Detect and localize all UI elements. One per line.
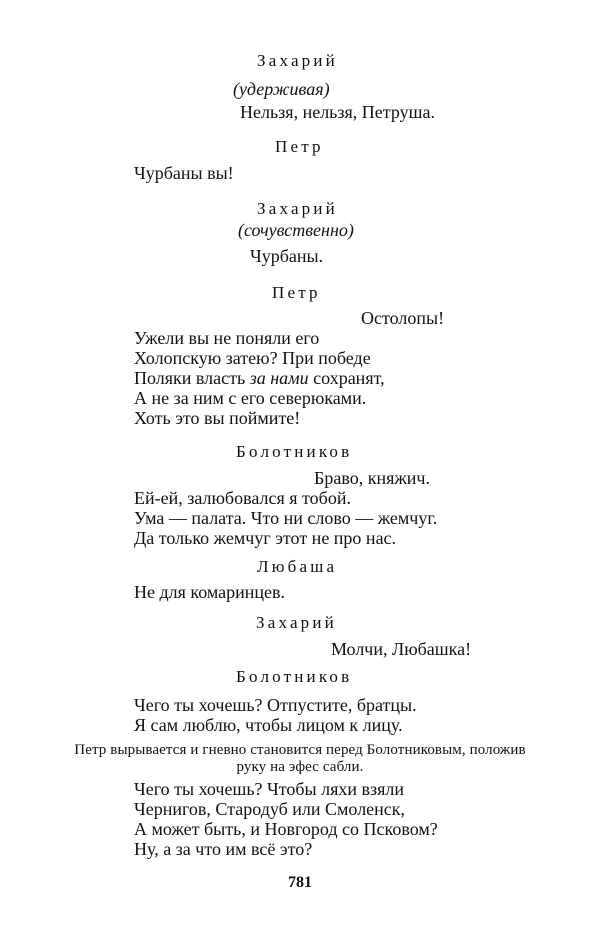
verse-text: сохранят,	[308, 368, 385, 388]
verse-line: Ума — палата. Что ни слово — жемчуг.	[134, 508, 438, 528]
verse-line: Ей-ей, залюбовался я тобой.	[134, 488, 351, 508]
speaker-bolotnikov: Болотников	[236, 442, 353, 461]
verse-line: А может быть, и Новгород со Псковом?	[134, 819, 438, 839]
verse-line: Остолопы!	[361, 308, 445, 328]
verse-line: Браво, княжич.	[314, 468, 430, 488]
stage-direction-inline: (сочувственно)	[238, 220, 354, 240]
verse-line: Молчи, Любашка!	[331, 639, 472, 659]
speaker-petr: Петр	[272, 283, 321, 302]
verse-line: Чего ты хочешь? Отпустите, братцы.	[134, 695, 417, 715]
verse-line: Не для комаринцев.	[134, 582, 286, 602]
verse-line: Чернигов, Стародуб или Смоленск,	[134, 799, 406, 819]
stage-direction-inline: (удерживая)	[233, 79, 330, 99]
verse-line: Ужели вы не поняли его	[134, 328, 320, 348]
verse-line: Хоть это вы поймите!	[134, 408, 301, 428]
verse-line: Чурбаны вы!	[134, 163, 234, 183]
verse-line: Да только жемчуг этот не про нас.	[134, 528, 397, 548]
verse-line-with-emphasis	[134, 369, 385, 387]
verse-line: А не за ним с его северюками.	[134, 388, 367, 408]
emphasized-text: за нами	[249, 368, 309, 388]
verse-line: Чурбаны.	[250, 246, 324, 266]
stage-direction: руку на эфес сабли.	[236, 759, 364, 775]
speaker-zakhariy: Захарий	[257, 51, 338, 70]
verse-line: Холопскую затею? При победе	[134, 348, 371, 368]
verse-line: Ну, а за что им всё это?	[134, 839, 313, 859]
speaker-zakhariy: Захарий	[256, 613, 337, 632]
speaker-lyubasha: Любаша	[257, 557, 338, 576]
verse-line: Я сам люблю, чтобы лицом к лицу.	[134, 715, 403, 735]
speaker-bolotnikov: Болотников	[236, 667, 353, 686]
verse-line: Нельзя, нельзя, Петруша.	[240, 102, 435, 122]
speaker-zakhariy: Захарий	[257, 199, 338, 218]
verse-text: Поляки власть	[134, 368, 250, 388]
speaker-petr: Петр	[275, 137, 324, 156]
stage-direction: Петр вырывается и гневно становится перед Болотниковым, положив	[74, 742, 526, 758]
page-number: 781	[288, 874, 312, 891]
verse-line: Чего ты хочешь? Чтобы ляхи взяли	[134, 779, 405, 799]
